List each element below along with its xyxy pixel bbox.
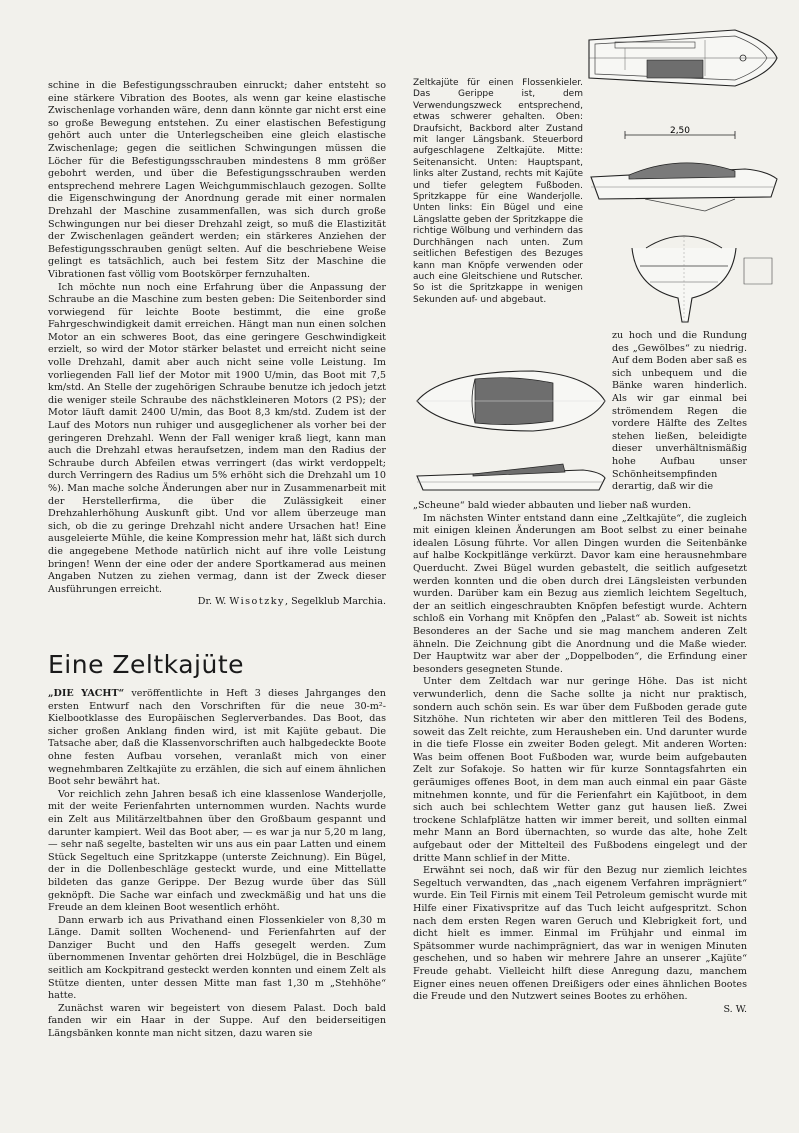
spray-hood-plan-drawing bbox=[413, 365, 608, 437]
signature-suffix: , Segelklub Marchia. bbox=[284, 596, 386, 608]
paragraph: „Scheune“ bald wieder abbauten und lieber naß wurden. bbox=[413, 500, 692, 511]
article-title: Eine Zeltkajüte bbox=[48, 650, 245, 679]
article-body bbox=[48, 688, 386, 1041]
paragraph: Unter dem Zeltdach war nur geringe Höhe. Das ist nicht verwunderlich, denn die Sache sollte ja nicht nur praktisch, sondern auch schön sein. Es war über dem Fußboden gerade gute Sitzhöhe. Nun richteten wir aber den mittleren Teil des Bodens, soweit das Zelt reichte, zum Herausheben ein. Und darunter wurde in die tiefe Flosse ein zweiter Boden gelegt. Mit anderen Worten: Was beim offenen Boot Fußboden war, wurde beim aufgebauten Zelt zur Sofakoje. So hatten wir für kurze Sonntagsfahrten ein geräumiges offenes Boot, in dem man auch einmal ein paar Gäste mitnehmen konnte, und für die Ferienfahrt ein Kajütboot, in dem sich auch bei schlechtem Wetter ganz gut hausen ließ. Zwei trockene Schlafplätze hatten wir immer bereit, und sollten einmal mehr Mann an Bord übernachten, so wurde das alte, hohe Zelt aufgebaut oder der Mittelteil des Fußbodens eingelegt und der dritte Mann schlief in der Mitte. bbox=[413, 676, 747, 864]
left-column-text bbox=[48, 80, 386, 609]
paragraph: schine in die Befestigungsschrauben einruckt; daher entsteht so eine stärkere Vibration des Bootes, als wenn gar keine elastische Zwischenlage vorhanden wäre, denn dann könnte gar nicht erst eine so große Bewegung entstehen. Zu einer elastischen Befestigung gehört auch unter die Unterlegscheiben eine gleich elastische Zwischenlage; gegen die seitlichen Schwingungen müssen die Löcher für die Befestigungsschrauben mindestens 8 mm größer gebohrt werden, und über die Befestigungsschrauben werden entsprechend mehrere Lagen Weichgummischlauch gezogen. Sollte die Eigenschwingung der Anordnung gerade mit einer normalen Drehzahl der Maschine zusammenfallen, was sich durch große Schwingungen nur bei dieser Drehzahl zeigt, so muß die Elastizität der Zwischenlagen geändert werden; ein stärkeres Anziehen der Befestigungsschrauben genügt selten. Auf die beschriebene Weise gelingt es tatsächlich, auch bei festem Sitz der Maschine die Vibrationen fast völlig vom Bootskörper fernzuhalten. bbox=[48, 80, 386, 280]
paragraph: Ich möchte nun noch eine Erfahrung über die Anpassung der Schraube an die Maschine zum besten geben: Die Seitenborder sind vorwiegend für leichte Boote bestimmt, die eine große Fahrgeschwindigkeit damit erreichen. Hängt man nun einen solchen Motor an ein schweres Boot, das eine geringere Geschwindigkeit erzielt, so wird der Motor stärker belastet und erreicht nicht seine volle Drehzahl, damit aber auch nicht seine volle Leistung. Im vorliegenden Fall lief der Motor mit 1900 U/min, das Boot mit 7,5 km/std. An Stelle der zugehörigen Schraube benutze ich jedoch jetzt die weniger steile Schraube des nächstkleineren Motors (2 PS); der Motor läuft damit 2400 U/min, das Boot 8,3 km/std. Zudem ist der Lauf des Motors nun ruhiger und ausgeglichener als vorher bei der geringeren Drehzahl. Wenn der Fall weniger kraß liegt, kann man auch die Drehzahl etwas heraufsetzen, indem man den Radius der Schraube durch Abfeilen etwas verringert (das wirkt verdoppelt; durch Verringern des Radius um 5% erhöht sich die Drehzahl um 10 %). Man mache solche Änderungen aber nur in Zusammenarbeit mit der Herstellerfirma, die über die Zulässigkeit einer Drehzahlerhöhung Auskunft gibt. Und vor allem überzeuge man sich, ob die zu geringe Drehzahl nicht andere Ursachen hat! Eine ausgeleierte Mühle, die keine Kompression mehr hat, läßt sich durch die angegebene Methode natürlich nicht auf ihre volle Leistung bringen! Wenn der eine oder der andere Sportkamerad aus meinen Angaben Nutzen zu ziehen vermag, dann ist der Zweck dieser Ausführungen erreicht. bbox=[48, 281, 386, 595]
intro-quote: „DIE YACHT“ bbox=[48, 688, 125, 699]
paragraph: Zunächst waren wir begeistert von diesem Palast. Doch bald fanden wir ein Haar in der Suppe. Auf den beiderseitigen Längsbänken konnte man nicht sitzen, dazu waren sie bbox=[48, 1002, 386, 1040]
boat-plan-view-drawing bbox=[585, 18, 781, 96]
dimension-label: 2,50 bbox=[669, 126, 691, 136]
paragraph: Erwähnt sei noch, daß wir für den Bezug nur ziemlich leichtes Segeltuch verwandten, das „nach eigenem Verfahren imprägniert“ wurde. Ein Teil Firnis mit einem Teil Petroleum gemischt wurde mit Hilfe einer Fixativspritze auf das Tuch leicht aufgespritzt. Schon nach dem ersten Regen waren Geruch und Klebrigkeit fort, und dicht hielt es immer. Einmal im Frühjahr und einmal im Spätsommer wurde nachimprägniert, das war in wenigen Minuten geschehen, und so haben wir mehrere Jahre an unserer „Kajüte“ Freude gehabt. Vielleicht hilft diese Anregung dazu, manchem Eigner eines neuen offenen Dreißigers oder eines ähnlichen Bootes die Freude und den Nutzwert seines Bootes zu erhöhen. bbox=[413, 865, 747, 1003]
paragraph: Im nächsten Winter entstand dann eine „Zeltkajüte“, die zugleich mit einigen kleinen Änderungen am Boot selbst zu einer beinahe idealen Lösung führte. Vor allen Dingen wurden die Seitenbänke auf halbe Kockpitlänge verkürzt. Davor kam eine herausnehmbare Querducht. Zwei Bügel wurden gebastelt, die seitlich aufgesetzt werden konnten und die oben durch drei Längsleisten verbunden wurden. Darüber kam ein Bezug aus ziemlich leichtem Segeltuch, der an seitlich eingeschraubten Knöpfen befestigt wurde. Achtern schloß ein Vorhang mit Knöpfen den „Palast“ ab. Soweit ist nichts Besonderes an der Sache und sie mag manchem anderen Zelt ähneln. Die Zeichnung gibt die Anordnung und die Maße wieder. Der Hauptwitz war aber der „Doppelboden“, die Erfindung einer besonders gesegneten Stunde. bbox=[413, 512, 747, 675]
boat-side-view-drawing bbox=[585, 125, 781, 215]
paragraph: Dann erwarb ich aus Privathand einen Flossenkieler von 8,30 m Länge. Damit sollten Wochenend- und Ferienfahrten auf der Danziger Bucht und den Haffs gesegelt werden. Zum übernommenen Inventar gehörten drei Holzbügel, die in Beschläge seitlich am Kockpitrand gesteckt werden konnten und einem Zelt als Stütze dienten, unter dessen Mitte man fast 1,30 m „Stehhöhe“ hatte. bbox=[48, 914, 386, 1002]
paragraph: Vor reichlich zehn Jahren besaß ich eine klassenlose Wanderjolle, mit der weite Ferienfahrten unternommen wurden. Nachts wurde ein Zelt aus Militärzeltbahnen über den Großbaum gespannt und darunter kampiert. Weil das Boot aber, — es war ja nur 5,20 m lang, — sehr naß segelte, bastelten wir uns aus ein paar Latten und einem Stück Segeltuch eine Spritzkappe (unterste Zeichnung). Ein Bügel, der in die Dollenbeschläge gesteckt wurde, und eine Mittellatte bildeten das ganze Gerippe. Der Bezug wurde über das Süll geknöpft. Die Sache war einfach und zweckmäßig und hat uns die Freude an dem kleinen Boot wesentlich erhöht. bbox=[48, 788, 386, 914]
figure-caption: Zeltkajüte für einen Flossenkieler. Das Gerippe ist, dem Verwendungszweck entsprechend, etwas schwerer gehalten. Oben: Draufsicht, Backbord alter Zustand mit langer Längsbank. Steuerbord aufgeschlagene Zeltkajüte. Mitte: Seitenansicht. Unten: Hauptspant, links alter Zustand, rechts mit Kajüte und tiefer gelegtem Fußboden. Spritzkappe für eine Wanderjolle. Unten links: Ein Bügel und eine Längslatte geben der Spritzkappe die richtige Wölbung und verhindern das Durchhängen nach unten. Zum seitlichen Befestigen des Bezuges kann man Knöpfe verwenden oder auch eine Gleitschiene und Rutscher. So ist die Spritzkappe in wenigen Sekunden auf- und abgebaut. bbox=[413, 78, 583, 305]
intro-text: veröffentlichte in Heft 3 dieses Jahrganges den ersten Entwurf nach den Vorschriften für die neue 30-m²-Kielbootklasse des Europäischen Seglerverbandes. Das Boot, das sicher großen Anklang finden wird, ist mit Kajüte gebaut. Die Tatsache aber, daß die Klassenvorschriften auch halbgedeckte Boote ohne festen Aufbau vorsehen, veranlaßt mich von einer wegnehmbaren Zeltkajüte zu erzählen, die sich auf einem ähnlichen Boot sehr bewährt hat. bbox=[48, 688, 386, 788]
spray-hood-side-drawing bbox=[413, 450, 608, 498]
signature-name: Wisotzky bbox=[229, 596, 285, 608]
boat-section-drawing bbox=[622, 228, 782, 324]
article-signature: S. W. bbox=[723, 1003, 747, 1015]
right-column-text bbox=[413, 500, 747, 1016]
narrow-column-text: zu hoch und die Rundung des „Gewölbes“ zu niedrig. Auf dem Boden aber saß es sich unbequem und die Bänke waren hinderlich. Als wir gar einmal bei strömendem Regen die vordere Hälfte des Zeltes stehen ließen, beleidigte dieser unverhältnismäßig hohe Aufbau unser Schönheitsempfinden derartig, daß wir die bbox=[612, 330, 747, 493]
signature-prefix: Dr. W. bbox=[197, 596, 227, 608]
article-intro bbox=[48, 688, 386, 789]
author-signature bbox=[48, 596, 386, 609]
